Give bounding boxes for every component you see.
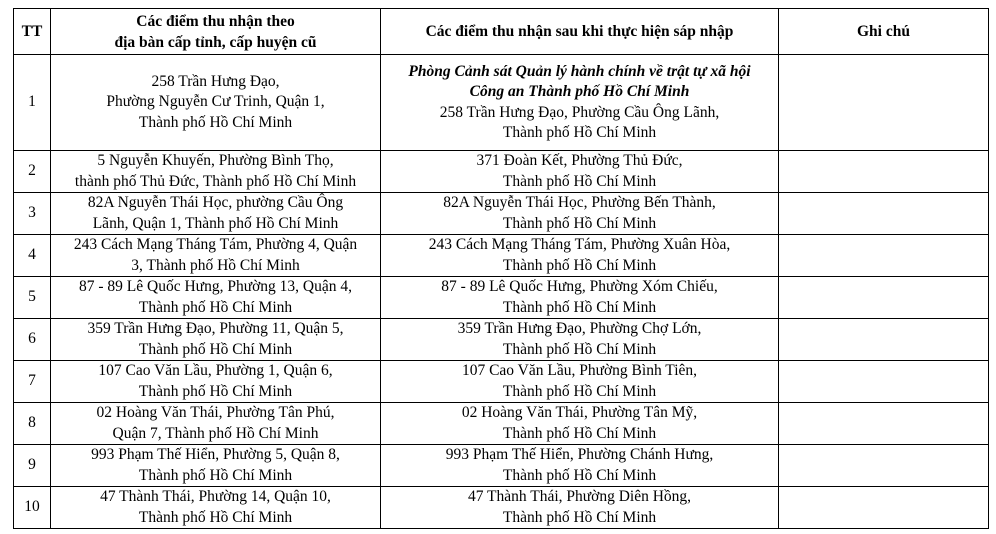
new-location-cell — [381, 487, 779, 529]
old-location-cell — [51, 277, 381, 319]
new-location-line: Thành phố Hồ Chí Minh — [502, 424, 657, 442]
note-cell — [779, 151, 989, 193]
office-name-line: Công an Thành phố Hồ Chí Minh — [469, 83, 690, 100]
old-location-cell — [51, 151, 381, 193]
old-location-line: thành phố Thủ Đức, Thành phố Hồ Chí Minh — [74, 172, 357, 190]
note-cell — [779, 235, 989, 277]
reception-points-table — [13, 8, 989, 529]
new-location-line: Thành phố Hồ Chí Minh — [502, 256, 657, 274]
header-new-locations: Các điểm thu nhận sau khi thực hiện sáp nhập — [381, 9, 779, 55]
old-location-line: 359 Trần Hưng Đạo, Phường 11, Quận 5, — [87, 320, 344, 337]
table-row — [14, 235, 989, 277]
row-number: 6 — [14, 319, 51, 361]
old-location-cell — [51, 487, 381, 529]
old-location-cell — [51, 55, 381, 151]
old-location-line: Quận 7, Thành phố Hồ Chí Minh — [112, 424, 319, 442]
table-row — [14, 55, 989, 151]
new-location-line: 82A Nguyễn Thái Học, Phường Bến Thành, — [443, 194, 716, 211]
new-location-line: 993 Phạm Thế Hiển, Phường Chánh Hưng, — [445, 446, 714, 463]
old-location-line: Thành phố Hồ Chí Minh — [138, 508, 293, 526]
table-row — [14, 151, 989, 193]
header-old-locations — [51, 9, 381, 55]
note-cell — [779, 277, 989, 319]
old-location-line: 5 Nguyễn Khuyến, Phường Bình Thọ, — [97, 152, 334, 169]
new-location-line: 359 Trần Hưng Đạo, Phường Chợ Lớn, — [457, 320, 702, 337]
note-cell — [779, 487, 989, 529]
table-row — [14, 193, 989, 235]
table-row — [14, 319, 989, 361]
row-number: 3 — [14, 193, 51, 235]
old-location-cell — [51, 193, 381, 235]
new-location-line: Thành phố Hồ Chí Minh — [502, 508, 657, 526]
table-row — [14, 403, 989, 445]
old-location-cell — [51, 235, 381, 277]
new-location-line: Thành phố Hồ Chí Minh — [502, 298, 657, 316]
old-location-line: 02 Hoàng Văn Thái, Phường Tân Phú, — [96, 404, 335, 421]
new-location-line: Thành phố Hồ Chí Minh — [502, 340, 657, 358]
new-location-line: 02 Hoàng Văn Thái, Phường Tân Mỹ, — [461, 404, 698, 421]
row-number: 1 — [14, 55, 51, 151]
new-location-line: 371 Đoàn Kết, Phường Thủ Đức, — [476, 152, 683, 169]
row-number: 9 — [14, 445, 51, 487]
old-location-line: 87 - 89 Lê Quốc Hưng, Phường 13, Quận 4, — [79, 278, 352, 295]
old-location-line: Lãnh, Quận 1, Thành phố Hồ Chí Minh — [92, 214, 339, 232]
new-location-cell — [381, 319, 779, 361]
new-location-cell — [381, 235, 779, 277]
old-location-cell — [51, 319, 381, 361]
new-location-cell — [381, 55, 779, 151]
old-location-cell — [51, 361, 381, 403]
new-location-line: 87 - 89 Lê Quốc Hưng, Phường Xóm Chiếu, — [441, 278, 718, 295]
old-location-line: 258 Trần Hưng Đạo, — [151, 72, 280, 90]
table-row — [14, 445, 989, 487]
new-location-cell — [381, 445, 779, 487]
row-number: 5 — [14, 277, 51, 319]
table-body — [14, 55, 989, 529]
new-location-line: 47 Thành Thái, Phường Diên Hồng, — [467, 488, 692, 505]
new-location-line: 107 Cao Văn Lầu, Phường Bình Tiên, — [461, 362, 698, 379]
note-cell — [779, 361, 989, 403]
new-location-cell — [381, 193, 779, 235]
note-cell — [779, 445, 989, 487]
header-old-line-2: địa bàn cấp tỉnh, cấp huyện cũ — [114, 33, 317, 51]
old-location-line: 82A Nguyễn Thái Học, phường Cầu Ông — [87, 194, 344, 211]
new-location-line: Thành phố Hồ Chí Minh — [502, 214, 657, 232]
note-cell — [779, 403, 989, 445]
new-location-line: Thành phố Hồ Chí Minh — [502, 172, 657, 190]
old-location-line: 243 Cách Mạng Tháng Tám, Phường 4, Quận — [73, 236, 358, 253]
table-row — [14, 361, 989, 403]
note-cell — [779, 193, 989, 235]
old-location-line: 993 Phạm Thế Hiển, Phường 5, Quận 8, — [91, 446, 340, 463]
row-number: 7 — [14, 361, 51, 403]
old-location-line: 107 Cao Văn Lầu, Phường 1, Quận 6, — [98, 362, 333, 379]
new-location-line: 258 Trần Hưng Đạo, Phường Cầu Ông Lãnh, — [439, 103, 720, 121]
old-location-line: Thành phố Hồ Chí Minh — [138, 466, 293, 484]
old-location-line: Thành phố Hồ Chí Minh — [138, 340, 293, 358]
table-header-row — [14, 9, 989, 55]
row-number: 2 — [14, 151, 51, 193]
new-location-line: Thành phố Hồ Chí Minh — [502, 382, 657, 400]
old-location-line: Phường Nguyễn Cư Trinh, Quận 1, — [106, 93, 325, 111]
note-cell — [779, 319, 989, 361]
new-location-line: 243 Cách Mạng Tháng Tám, Phường Xuân Hòa, — [428, 236, 731, 253]
office-name-line: Phòng Cảnh sát Quản lý hành chính về trật tự xã hội — [408, 62, 751, 80]
old-location-line: Thành phố Hồ Chí Minh — [138, 382, 293, 400]
table-row — [14, 487, 989, 529]
note-cell — [779, 55, 989, 151]
row-number: 4 — [14, 235, 51, 277]
header-old-line-1: Các điểm thu nhận theo — [136, 12, 295, 30]
new-location-cell — [381, 277, 779, 319]
old-location-line: Thành phố Hồ Chí Minh — [138, 298, 293, 316]
new-location-line: Thành phố Hồ Chí Minh — [502, 466, 657, 484]
old-location-cell — [51, 403, 381, 445]
row-number: 8 — [14, 403, 51, 445]
header-tt: TT — [14, 9, 51, 55]
new-location-line: Thành phố Hồ Chí Minh — [502, 124, 657, 141]
row-number: 10 — [14, 487, 51, 529]
old-location-line: 3, Thành phố Hồ Chí Minh — [131, 256, 300, 274]
new-location-cell — [381, 361, 779, 403]
old-location-line: Thành phố Hồ Chí Minh — [138, 113, 293, 131]
old-location-cell — [51, 445, 381, 487]
new-location-cell — [381, 403, 779, 445]
table-row — [14, 277, 989, 319]
new-location-cell — [381, 151, 779, 193]
old-location-line: 47 Thành Thái, Phường 14, Quận 10, — [100, 488, 331, 505]
header-note: Ghi chú — [779, 9, 989, 55]
